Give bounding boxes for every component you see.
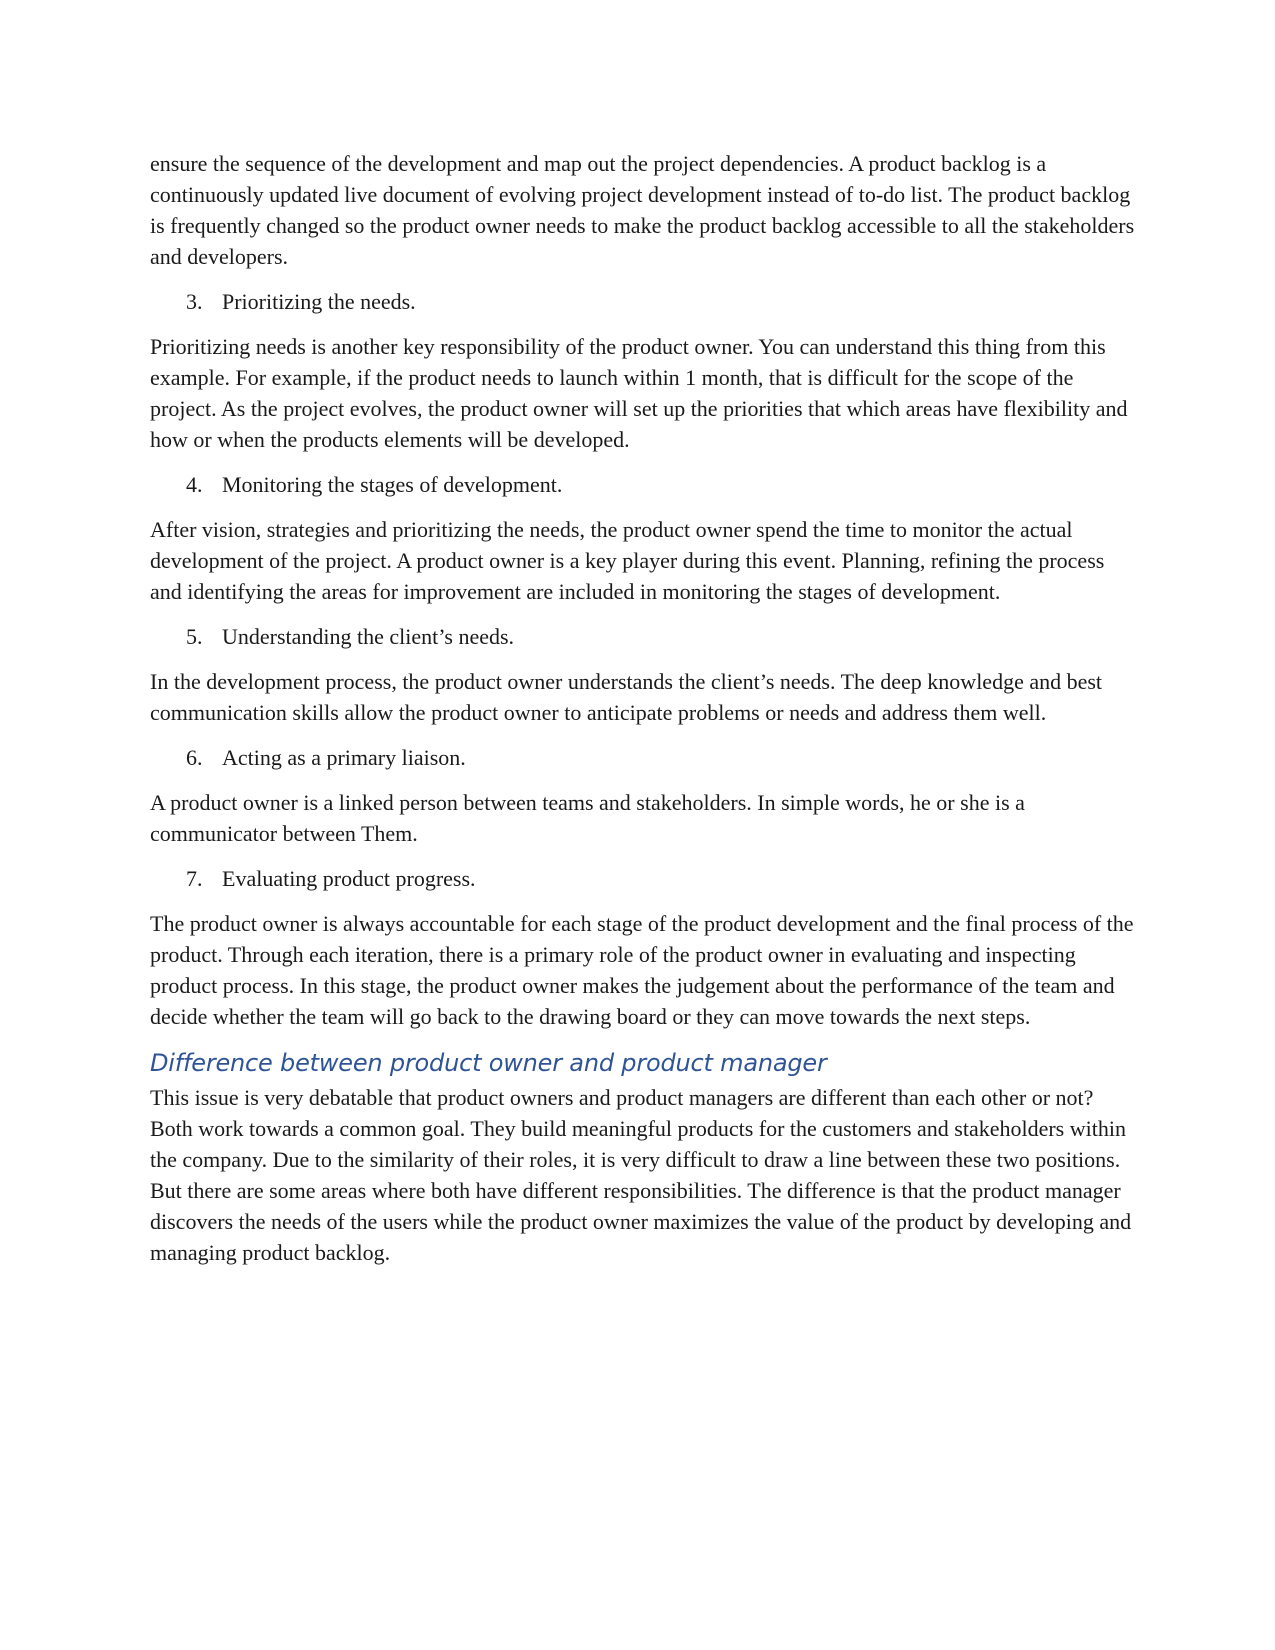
paragraph-prioritizing: Prioritizing needs is another key responsibility of the product owner. You can understand this thing from this example. For example, if the product needs to launch within 1 month, that is difficult for the scope of the project. As the project evolves, the product owner will set up the priorities that which areas have flexibility and how or when the products elements will be developed. — [150, 334, 1128, 452]
list-item-evaluating — [150, 863, 1140, 894]
paragraph-evaluating: The product owner is always accountable for each stage of the product development and the final process of the product. Through each iteration, there is a primary role of the product owner in evaluating and inspecting product process. In this stage, the product owner makes the judgement about the performance of the team and decide whether the team will go back to the drawing board or they can move towards the next steps. — [150, 911, 1134, 1029]
list-item-liaison — [150, 742, 1140, 773]
paragraph-client-needs: In the development process, the product owner understands the client’s needs. The deep knowledge and best communication skills allow the product owner to anticipate problems or needs and address them well. — [150, 669, 1103, 725]
list-number: 7. — [186, 866, 203, 891]
paragraph-monitoring: After vision, strategies and prioritizing the needs, the product owner spend the time to monitor the actual development of the project. A product owner is a key player during this event. Planning, refining the process and identifying the areas for improvement are included in monitoring the stages of development. — [150, 517, 1105, 604]
paragraph-liaison: A product owner is a linked person between teams and stakeholders. In simple words, he or she is a communicator between Them. — [150, 790, 1025, 846]
list-item-text: Acting as a primary liaison. — [222, 745, 466, 770]
paragraph-difference: This issue is very debatable that product owners and product managers are different than each other or not? Both work towards a common goal. They build meaningful products for the customers and stakeholders within the company. Due to the similarity of their roles, it is very difficult to draw a line between these two positions. But there are some areas where both have different responsibilities. The difference is that the product manager discovers the needs of the users while the product owner maximizes the value of the product by developing and managing product backlog. — [150, 1085, 1132, 1265]
list-item-text: Monitoring the stages of development. — [222, 472, 563, 497]
list-item-text: Understanding the client’s needs. — [222, 624, 515, 649]
list-number: 3. — [186, 289, 203, 314]
list-number: 6. — [186, 745, 203, 770]
list-item-monitoring — [150, 469, 1140, 500]
list-number: 5. — [186, 624, 203, 649]
list-item-client-needs — [150, 621, 1140, 652]
list-item-text: Prioritizing the needs. — [222, 289, 416, 314]
paragraph-backlog: ensure the sequence of the development and map out the project dependencies. A product backlog is a continuously updated live document of evolving project development instead of to-do list. The product backlog is frequently changed so the product owner needs to make the product backlog accessible to all the stakeholders and developers. — [150, 151, 1135, 269]
document-page — [150, 148, 1140, 1282]
list-item-text: Evaluating product progress. — [222, 866, 476, 891]
section-heading: Difference between product owner and product manager — [150, 1049, 827, 1077]
list-number: 4. — [186, 472, 203, 497]
list-item-prioritizing — [150, 286, 1140, 317]
